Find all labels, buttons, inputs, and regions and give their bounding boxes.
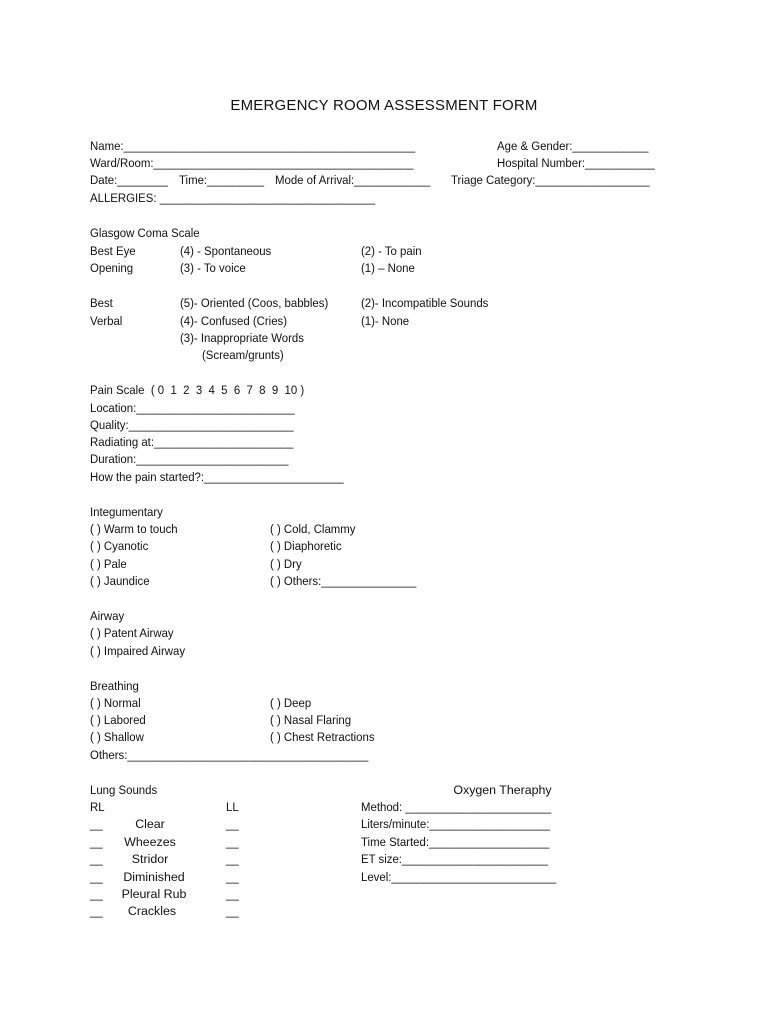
ward-room-field[interactable]: Ward/Room:_________________________________________: [90, 156, 414, 170]
eye-option-3: (3) - To voice: [180, 261, 246, 275]
lung-sound-label: Clear: [135, 817, 165, 831]
checkbox-dry[interactable]: ( ) Dry: [270, 557, 302, 571]
checkbox-shallow[interactable]: ( ) Shallow: [90, 730, 144, 744]
checkbox-cold-clammy[interactable]: ( ) Cold, Clammy: [270, 522, 356, 536]
airway-heading: Airway: [90, 609, 125, 623]
gcs-heading: Glasgow Coma Scale: [90, 226, 200, 240]
pain-quality-field[interactable]: Quality:__________________________: [90, 418, 294, 432]
eye-label-2: Opening: [90, 261, 134, 275]
checkbox-impaired-airway[interactable]: ( ) Impaired Airway: [90, 644, 186, 658]
rl-blank[interactable]: __: [90, 887, 103, 901]
mode-of-arrival-field[interactable]: Mode of Arrival:____________: [275, 173, 431, 187]
integumentary-heading: Integumentary: [90, 505, 163, 519]
date-field[interactable]: Date:________: [90, 173, 168, 187]
lung-sounds-heading: Lung Sounds: [90, 783, 158, 797]
verbal-option-1: (1)- None: [361, 314, 410, 328]
rl-blank[interactable]: __: [90, 852, 103, 866]
verbal-label-2: Verbal: [90, 314, 123, 328]
ll-blank[interactable]: __: [226, 852, 239, 866]
eye-label: Best Eye: [90, 244, 136, 258]
lung-sound-label: Wheezes: [124, 835, 176, 849]
checkbox-cyanotic[interactable]: ( ) Cyanotic: [90, 539, 149, 553]
verbal-option-2: (2)- Incompatible Sounds: [361, 296, 489, 310]
lung-sound-label: Pleural Rub: [121, 887, 187, 901]
eye-option-4: (4) - Spontaneous: [180, 244, 272, 258]
ll-blank[interactable]: __: [226, 887, 239, 901]
verbal-option-5: (5)- Oriented (Coos, babbles): [180, 296, 329, 310]
rl-blank[interactable]: __: [90, 817, 103, 831]
pain-duration-field[interactable]: Duration:________________________: [90, 452, 289, 466]
ll-blank[interactable]: __: [226, 817, 239, 831]
verbal-option-3-note: (Scream/grunts): [202, 348, 284, 362]
checkbox-pale[interactable]: ( ) Pale: [90, 557, 127, 571]
oxygen-liters-field[interactable]: Liters/minute:___________________: [361, 817, 550, 831]
oxygen-method-field[interactable]: Method: _______________________: [361, 800, 552, 814]
pain-radiating-field[interactable]: Radiating at:______________________: [90, 435, 294, 449]
eye-option-2: (2) - To pain: [361, 244, 422, 258]
oxygen-heading: Oxygen Theraphy: [453, 783, 552, 797]
verbal-option-4: (4)- Confused (Cries): [180, 314, 288, 328]
lung-sound-label: Stridor: [131, 852, 169, 866]
ll-blank[interactable]: __: [226, 835, 239, 849]
form-title: EMERGENCY ROOM ASSESSMENT FORM: [230, 97, 538, 114]
checkbox-labored[interactable]: ( ) Labored: [90, 713, 146, 727]
rl-blank[interactable]: __: [90, 904, 103, 918]
checkbox-patent-airway[interactable]: ( ) Patent Airway: [90, 626, 174, 640]
name-field[interactable]: Name:______________________________________________: [90, 139, 416, 153]
ll-blank[interactable]: __: [226, 904, 239, 918]
pain-location-field[interactable]: Location:_________________________: [90, 401, 295, 415]
breathing-heading: Breathing: [90, 679, 139, 693]
age-gender-field[interactable]: Age & Gender:____________: [497, 139, 649, 153]
ll-blank[interactable]: __: [226, 870, 239, 884]
ll-column-header: LL: [226, 800, 239, 814]
verbal-option-3: (3)- Inappropriate Words: [180, 331, 304, 345]
oxygen-et-size-field[interactable]: ET size:_______________________: [361, 852, 548, 866]
lung-sound-label: Diminished: [123, 870, 185, 884]
oxygen-level-field[interactable]: Level:__________________________: [361, 870, 557, 884]
checkbox-others-skin[interactable]: ( ) Others:_______________: [270, 574, 417, 588]
eye-option-1: (1) – None: [361, 261, 415, 275]
triage-category-field[interactable]: Triage Category:__________________: [451, 173, 650, 187]
verbal-label: Best: [90, 296, 113, 310]
checkbox-normal[interactable]: ( ) Normal: [90, 696, 141, 710]
breathing-others-field[interactable]: Others:______________________________________: [90, 748, 369, 762]
rl-blank[interactable]: __: [90, 870, 103, 884]
rl-blank[interactable]: __: [90, 835, 103, 849]
checkbox-nasal-flaring[interactable]: ( ) Nasal Flaring: [270, 713, 352, 727]
checkbox-deep[interactable]: ( ) Deep: [270, 696, 312, 710]
checkbox-jaundice[interactable]: ( ) Jaundice: [90, 574, 150, 588]
oxygen-time-started-field[interactable]: Time Started:___________________: [361, 835, 550, 849]
checkbox-warm-to-touch[interactable]: ( ) Warm to touch: [90, 522, 178, 536]
checkbox-chest-retractions[interactable]: ( ) Chest Retractions: [270, 730, 375, 744]
hospital-number-field[interactable]: Hospital Number:___________: [497, 156, 655, 170]
lung-sound-label: Crackles: [127, 904, 177, 918]
rl-column-header: RL: [90, 800, 105, 814]
allergies-field[interactable]: ALLERGIES: __________________________________: [90, 191, 376, 205]
pain-scale: Pain Scale ( 0 1 2 3 4 5 6 7 8 9 10 ): [90, 383, 305, 397]
checkbox-diaphoretic[interactable]: ( ) Diaphoretic: [270, 539, 342, 553]
time-field[interactable]: Time:_________: [179, 173, 265, 187]
pain-onset-field[interactable]: How the pain started?:______________________: [90, 470, 344, 484]
